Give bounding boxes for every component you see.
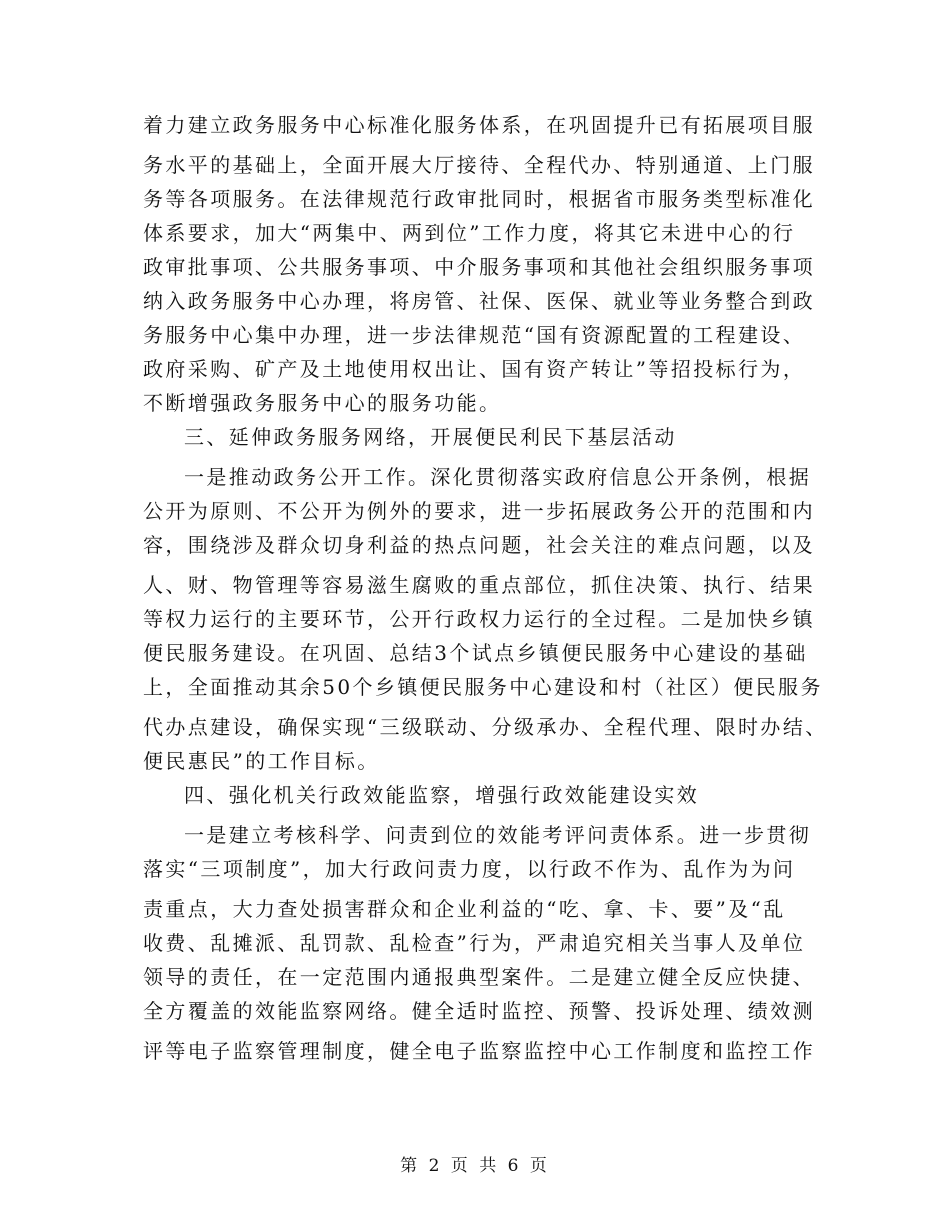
body-line: 容，围绕涉及群众切身利益的热点问题，社会关注的难点问题，以及 — [143, 533, 815, 557]
body-line: 代办点建设，确保实现“三级联动、分级承办、全程代理、限时办结、 — [143, 715, 828, 739]
body-line: 领导的责任，在一定范围内通报典型案件。二是建立健全反应快捷、 — [143, 965, 815, 989]
body-line: 政府采购、矿产及土地使用权出让、国有资产转让”等招投标行为， — [143, 357, 806, 381]
body-line: 体系要求，加大“两集中、两到位”工作力度，将其它未进中心的行 — [143, 221, 796, 245]
body-line: 公开为原则、不公开为例外的要求，进一步拓展政务公开的范围和内 — [143, 499, 815, 523]
body-line: 政审批事项、公共服务事项、中介服务事项和其他社会组织服务事项 — [143, 255, 815, 279]
body-line: 务水平的基础上，全面开展大厅接待、全程代办、特别通道、上门服 — [143, 153, 815, 177]
body-line: 务服务中心集中办理，进一步法律规范“国有资源配置的工程建设、 — [143, 323, 806, 347]
body-line: 纳入政务服务中心办理，将房管、社保、医保、就业等业务整合到政 — [143, 289, 815, 313]
section-heading: 三、延伸政务服务网络，开展便民利民下基层活动 — [184, 425, 677, 449]
body-line: 上，全面推动其余50个乡镇便民服务中心建设和村（社区）便民服务 — [143, 675, 823, 699]
body-line: 人、财、物管理等容易滋生腐败的重点部位，抓住决策、执行、结果 — [143, 573, 815, 597]
body-line: 着力建立政务服务中心标准化服务体系，在巩固提升已有拓展项目服 — [143, 113, 815, 137]
body-line: 收费、乱摊派、乱罚款、乱检查”行为，严肃追究相关当事人及单位 — [143, 931, 806, 955]
body-line: 全方覆盖的效能监察网络。健全适时监控、预警、投诉处理、绩效测 — [143, 999, 815, 1023]
body-line: 落实“三项制度”，加大行政问责力度，以行政不作为、乱作为为问 — [143, 857, 796, 881]
body-line: 便民服务建设。在巩固、总结3个试点乡镇便民服务中心建设的基础 — [143, 641, 808, 665]
body-line: 责重点，大力查处损害群众和企业利益的“吃、拿、卡、要”及“乱 — [143, 897, 786, 921]
section-heading: 四、强化机关行政效能监察，增强行政效能建设实效 — [184, 783, 700, 807]
body-line: 不断增强政务服务中心的服务功能。 — [143, 391, 502, 415]
page-number: 第 2 页 共 6 页 — [400, 1156, 550, 1176]
body-line: 务等各项服务。在法律规范行政审批同时，根据省市服务类型标准化 — [143, 187, 815, 211]
body-line: 便民惠民”的工作目标。 — [143, 749, 380, 773]
body-line: 一是建立考核科学、问责到位的效能考评问责体系。进一步贯彻 — [184, 823, 812, 847]
body-line: 一是推动政务公开工作。深化贯彻落实政府信息公开条例，根据 — [184, 465, 812, 489]
body-line: 评等电子监察管理制度，健全电子监察监控中心工作制度和监控工作 — [143, 1039, 815, 1063]
body-line: 等权力运行的主要环节，公开行政权力运行的全过程。二是加快乡镇 — [143, 607, 815, 631]
